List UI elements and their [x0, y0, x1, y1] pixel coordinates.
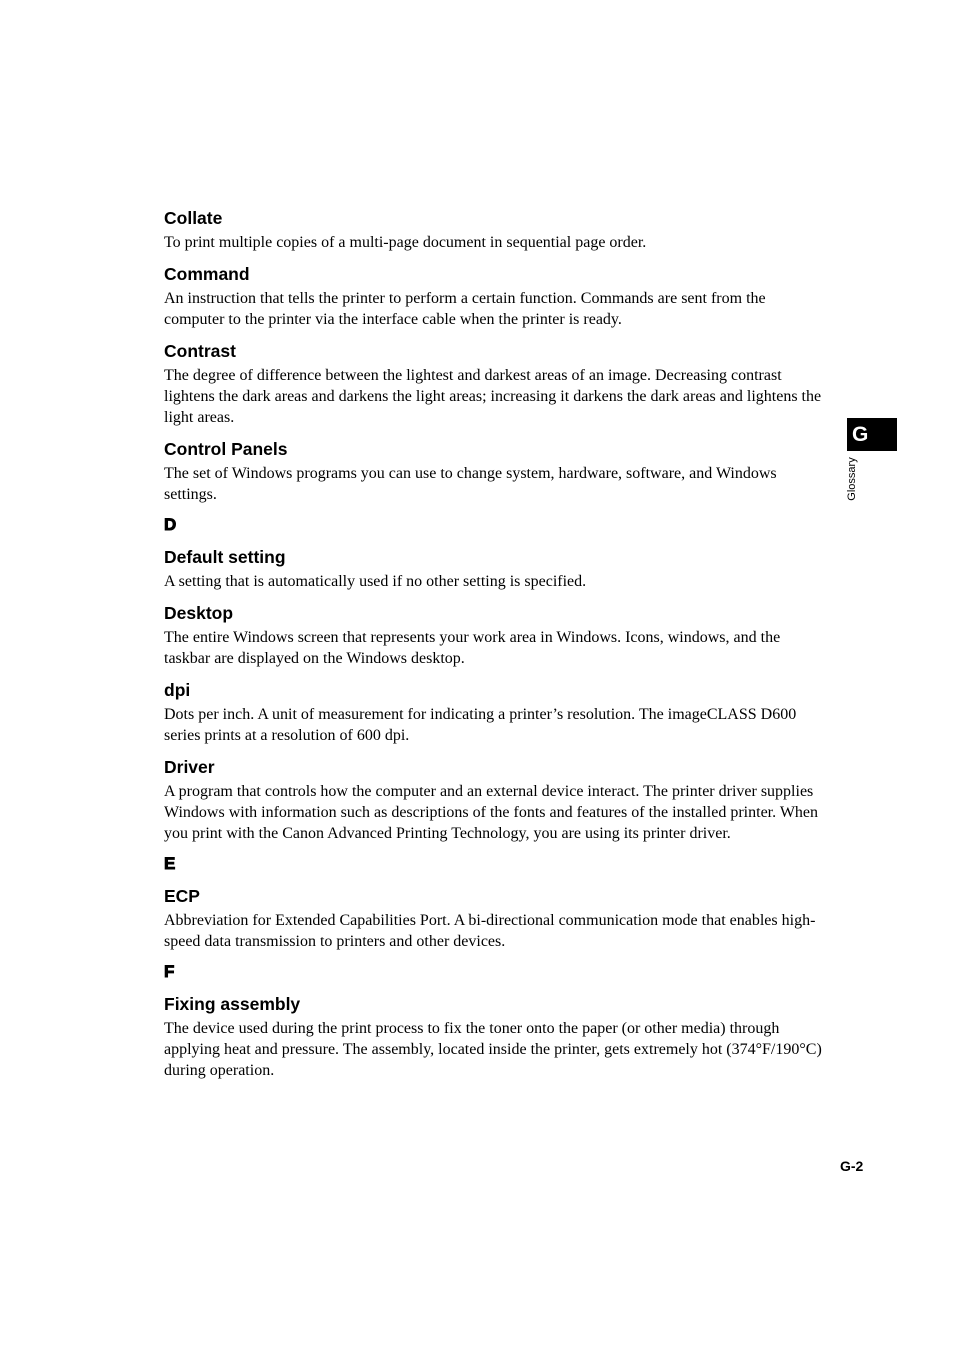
- glossary-content: [164, 206, 828, 1090]
- definition-contrast: The degree of difference between the lightest and darkest areas of an image. Decreasing contrast lightens the dark areas and darkens the light areas; increasing it darkens the dark areas and lightens the light areas.: [164, 367, 822, 426]
- definition-driver: A program that controls how the computer and an external device interact. The printer driver supplies Windows with information such as descriptions of the fonts and features of the installed printer. When you print with the Canon Advanced Printing Technology, you are using its printer driver.: [164, 783, 819, 842]
- definition-command: An instruction that tells the printer to perform a certain function. Commands are sent from the computer to the printer via the interface cable when the printer is ready.: [164, 290, 766, 328]
- definition-fixing-assembly: The device used during the print process to fix the toner onto the paper (or other media) through applying heat and pressure. The assembly, located inside the printer, gets extremely hot (374°F/190°C) during operation.: [164, 1020, 822, 1079]
- term-collate: Collate: [164, 208, 223, 228]
- term-default-setting: Default setting: [164, 547, 286, 567]
- term-command: Command: [164, 264, 250, 284]
- definition-control-panels: The set of Windows programs you can use to change system, hardware, software, and Windows settings.: [164, 465, 777, 503]
- term-ecp: ECP: [164, 886, 200, 906]
- chapter-tab-label: Glossary: [846, 457, 858, 501]
- term-desktop: Desktop: [164, 603, 234, 623]
- section-letter-f: F: [164, 962, 175, 981]
- section-letter-d: D: [164, 515, 177, 534]
- definition-collate: To print multiple copies of a multi-page document in sequential page order.: [164, 234, 647, 251]
- definition-dpi: Dots per inch. A unit of measurement for indicating a printer’s resolution. The imageCLASS D600 series prints at a resolution of 600 dpi.: [164, 706, 797, 744]
- term-driver: Driver: [164, 757, 215, 777]
- term-fixing-assembly: Fixing assembly: [164, 994, 301, 1014]
- chapter-tab-letter: G: [847, 418, 897, 451]
- term-contrast: Contrast: [164, 341, 236, 361]
- term-control-panels: Control Panels: [164, 439, 288, 459]
- definition-ecp: Abbreviation for Extended Capabilities Port. A bi-directional communication mode that enables high-speed data transmission to printers and other devices.: [164, 912, 816, 950]
- definition-desktop: The entire Windows screen that represents your work area in Windows. Icons, windows, and the taskbar are displayed on the Windows desktop.: [164, 629, 781, 667]
- page-number: G-2: [840, 1158, 864, 1174]
- section-letter-e: E: [164, 854, 176, 873]
- definition-default-setting: A setting that is automatically used if no other setting is specified.: [164, 573, 587, 590]
- term-dpi: dpi: [164, 680, 191, 700]
